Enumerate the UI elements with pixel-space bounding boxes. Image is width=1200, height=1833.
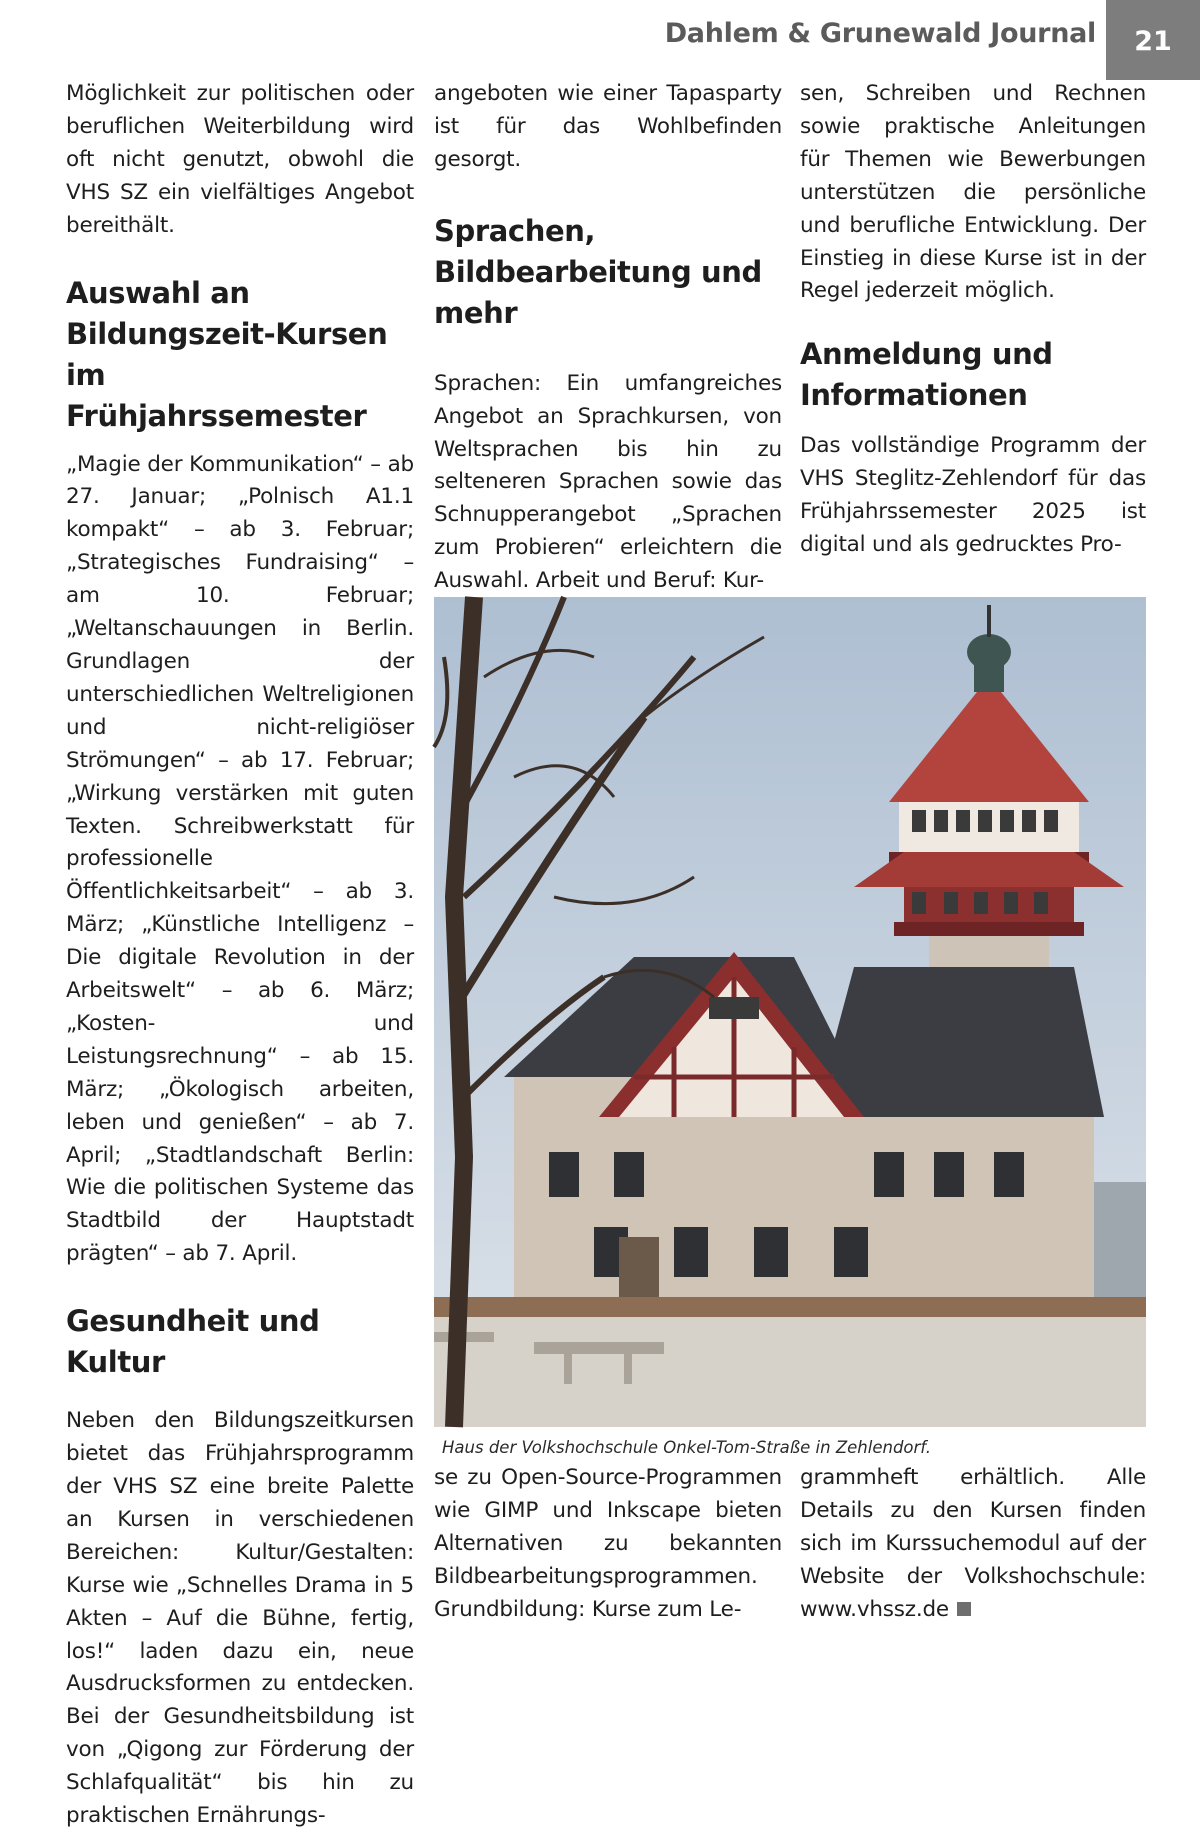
hedge (434, 1297, 1146, 1317)
col2-text: Sprachen: Ein umfangreiches Angebot an Sprachkursen, von Weltsprachen bis hin zu selteneren Sprachen sowie das Schnupperangebot „Sprachen zum Probieren“ erleichtern die Auswahl. Arbeit und Beruf: Kur- (434, 370, 782, 594)
column-3-lower (800, 1462, 1146, 1627)
col3-after-photo (800, 1462, 1146, 1627)
col3-intro: sen, Schreiben und Rechnen sowie praktische Anleitungen für Themen wie Bewerbungen unterstützen die persönliche und berufliche Entwicklung. Der Einstieg in diese Kurse ist in der Regel jederzeit möglich. (800, 81, 1146, 304)
column-3 (800, 78, 1146, 562)
page-number: 21 (1106, 0, 1200, 80)
column-2-lower (434, 1462, 782, 1627)
heading-sprachen: Sprachen, Bildbearbeitung und mehr (434, 213, 762, 330)
page-header (0, 0, 1200, 80)
heading-bildungszeit: Auswahl an Bildungszeit-Kursen im Frühjahrssemester (66, 275, 388, 433)
col1-health-text: Neben den Bildungszeitkursen bietet das Frühjahrsprogramm der VHS SZ eine breite Palette an Kursen in verschiedenen Bereichen: Kultur/Gestalten: Kurse wie „Schnelles Drama in 5 Akten – Auf die Bühne, fertig, los!“ laden dazu ein, neue Ausdrucksformen zu entdecken. Bei der Gesundheitsbildung ist von „Qigong zur Förderung der Schlafqualität“ bis hin zu praktischen Ernährungs- (66, 1408, 414, 1829)
end-of-article-icon (957, 1602, 971, 1616)
col1-intro: Möglichkeit zur politischen oder beruflichen Weiterbildung wird oft nicht genutzt, obwohl die VHS SZ ein vielfältiges Angebot bereithält. (66, 81, 414, 238)
heading-gesundheit-kultur: Gesundheit und Kultur (66, 1304, 320, 1380)
building-illustration (434, 597, 1146, 1427)
col2-after-photo: se zu Open-Source-Programmen wie GIMP und Inkscape bieten Alternativen zu bekannten Bildbearbeitungsprogrammen. Grundbildung: Kurse zum Le- (434, 1465, 782, 1622)
column-2 (434, 78, 782, 598)
photo-caption: Haus der Volkshochschule Onkel-Tom-Straße in Zehlendorf. (442, 1438, 932, 1457)
column-1 (66, 78, 414, 1833)
heading-anmeldung: Anmeldung und Informationen (800, 337, 1053, 413)
journal-title: Dahlem & Grunewald Journal (664, 18, 1096, 49)
ground (434, 1317, 1146, 1427)
col2-intro: angeboten wie einer Tapasparty ist für das Wohlbefinden gesorgt. (434, 81, 782, 172)
col3-closing-text: grammheft erhältlich. Alle Details zu den Kursen finden sich im Kurssuchemodul auf der Website der Volkshochschule: www.vhssz.de (800, 1465, 1146, 1622)
photo-volkshochschule (434, 597, 1146, 1427)
col1-course-list: „Magie der Kommunikation“ – ab 27. Januar; „Polnisch A1.1 kompakt“ – ab 3. Februar; „Strategisches Fundraising“ – am 10. Februar; „Weltanschauungen in Berlin. Grundlagen der unterschiedlichen Weltreligionen und nicht-religiöser Strömungen“ – ab 17. Februar; „Wirkung verstärken mit guten Texten. Schreibwerkstatt für professionelle Öffentlichkeitsarbeit“ – ab 3. März; „Künstliche Intelligenz – Die digitale Revolution in der Arbeitswelt“ – ab 6. März; „Kosten- und Leistungsrechnung“ – ab 15. März; „Ökologisch arbeiten, leben und genießen“ – ab 7. April; „Stadtlandschaft Berlin: Wie die politischen Systeme das Stadtbild der Hauptstadt prägten“ – ab 7. April. (66, 451, 414, 1267)
col3-text: Das vollständige Programm der VHS Steglitz-Zehlendorf für das Frühjahrssemester 2025 ist digital und als gedrucktes Pro- (800, 433, 1146, 558)
main-house (504, 952, 1104, 1317)
